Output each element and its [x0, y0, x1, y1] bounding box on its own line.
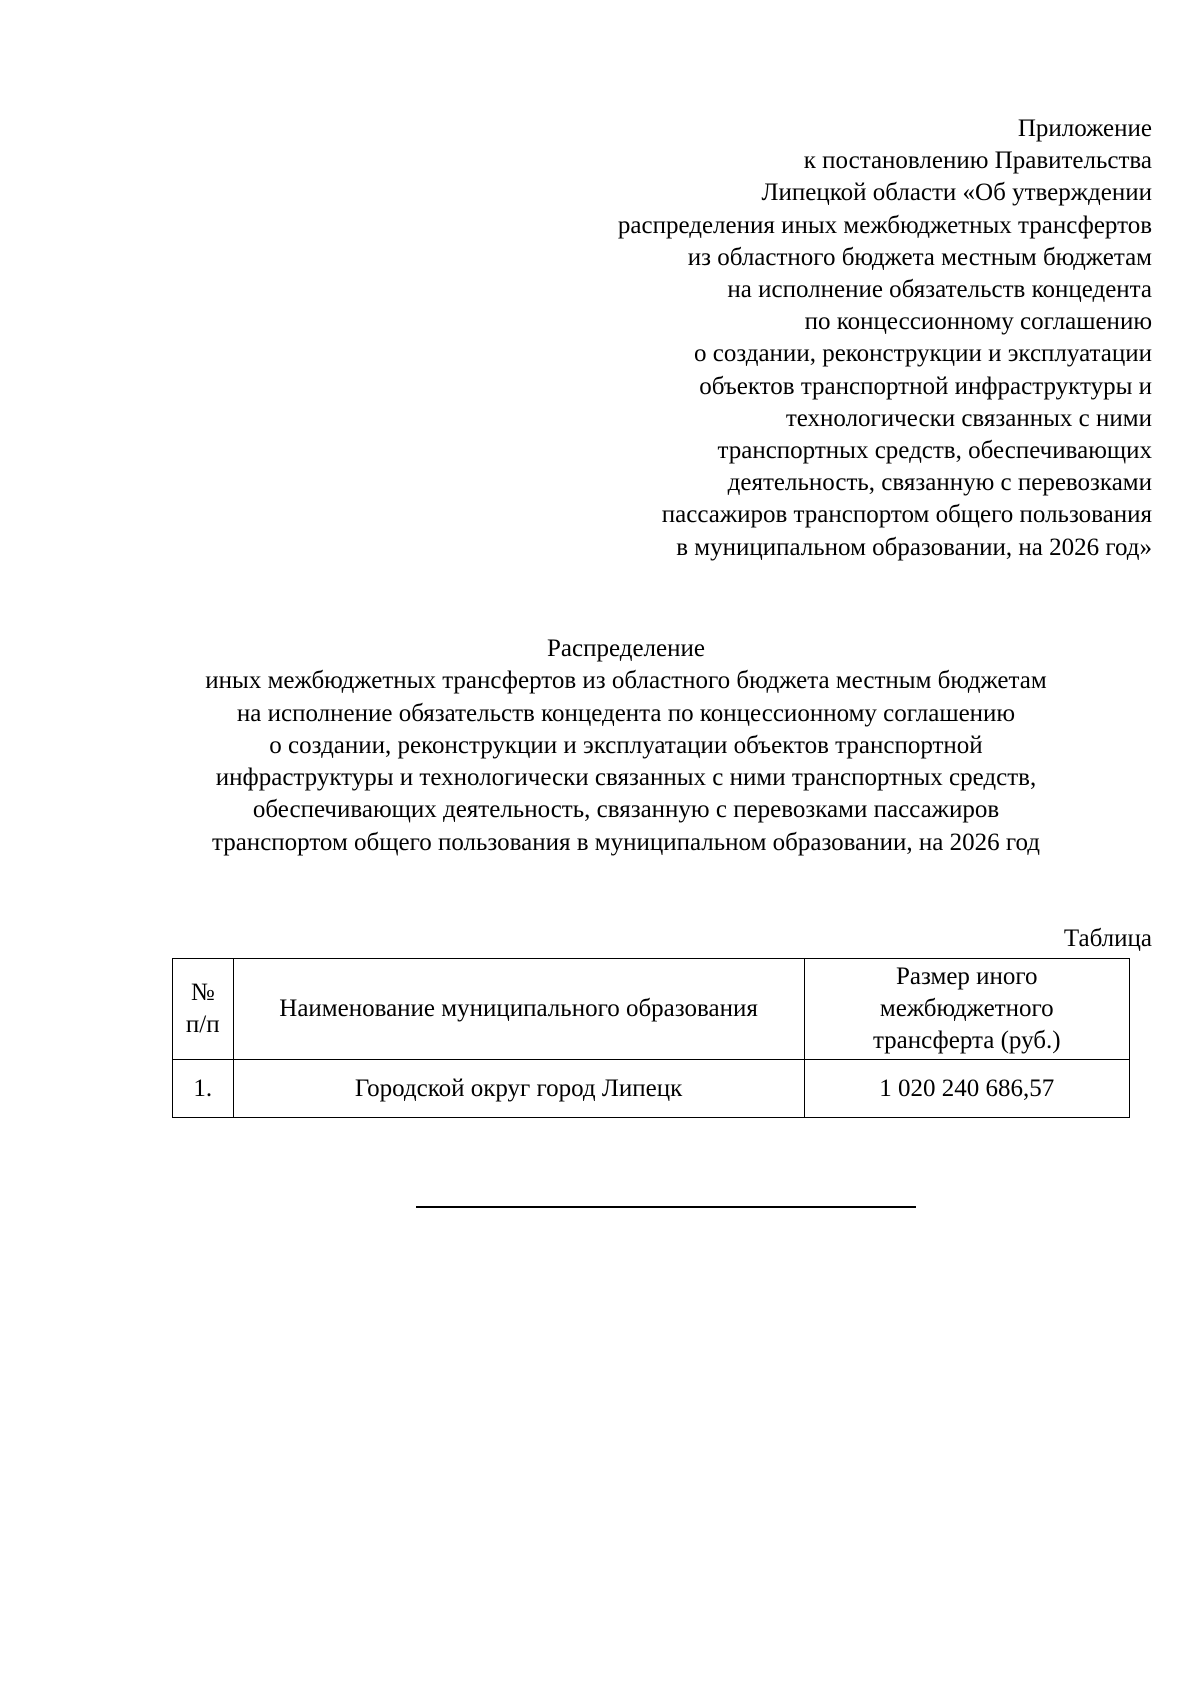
appendix-line: на исполнение обязательств концедента [727, 276, 1152, 304]
title-line: транспортом общего пользования в муниципальном образовании, на 2026 год [211, 828, 1040, 856]
appendix-line: из областного бюджета местным бюджетам [687, 243, 1152, 271]
header-number-line: № [190, 979, 215, 1006]
title-line: иных межбюджетных трансфертов из областного бюджета местным бюджетам [205, 667, 1047, 695]
header-amount-line: Размер иного [895, 963, 1038, 990]
document-title [166, 633, 1086, 859]
appendix-line: Липецкой области «Об утверждении [761, 179, 1152, 207]
table-caption: Таблица [1063, 925, 1152, 952]
appendix-line: пассажиров транспортом общего пользования [661, 501, 1152, 529]
row-amount: 1 020 240 686,57 [804, 1060, 1129, 1118]
appendix-line: распределения иных межбюджетных трансфертов [617, 211, 1152, 239]
appendix-line: о создании, реконструкции и эксплуатации [693, 340, 1152, 368]
appendix-line: по концессионному соглашению [804, 308, 1152, 336]
header-amount [804, 959, 1129, 1060]
header-number-line: п/п [185, 1011, 220, 1038]
appendix-line: технологически связанных с ними [785, 404, 1152, 432]
table-row [173, 1060, 1130, 1118]
appendix-line: деятельность, связанную с перевозками [727, 469, 1152, 497]
header-number [173, 959, 234, 1060]
end-divider [416, 1206, 916, 1208]
title-line: инфраструктуры и технологически связанных с ними транспортных средств, [215, 764, 1037, 792]
distribution-table [172, 958, 1130, 1118]
title-line: Распределение [547, 635, 705, 662]
row-number: 1. [173, 1060, 234, 1118]
appendix-line: транспортных средств, обеспечивающих [717, 437, 1152, 465]
table-header-row [173, 959, 1130, 1060]
header-amount-line: трансферта (руб.) [872, 1027, 1061, 1054]
appendix-header [472, 113, 1152, 564]
appendix-line: к постановлению Правительства [803, 147, 1152, 175]
title-line: о создании, реконструкции и эксплуатации объектов транспортной [269, 731, 983, 759]
appendix-line: объектов транспортной инфраструктуры и [699, 372, 1152, 400]
row-municipality: Городской округ город Липецк [233, 1060, 804, 1118]
appendix-line: в муниципальном образовании, на 2026 год» [676, 533, 1152, 561]
title-line: обеспечивающих деятельность, связанную с перевозками пассажиров [252, 796, 1000, 824]
title-line: на исполнение обязательств концедента по концессионному соглашению [236, 699, 1016, 727]
header-amount-line: межбюджетного [879, 995, 1054, 1022]
appendix-line: Приложение [1017, 115, 1152, 142]
header-name: Наименование муниципального образования [233, 959, 804, 1060]
